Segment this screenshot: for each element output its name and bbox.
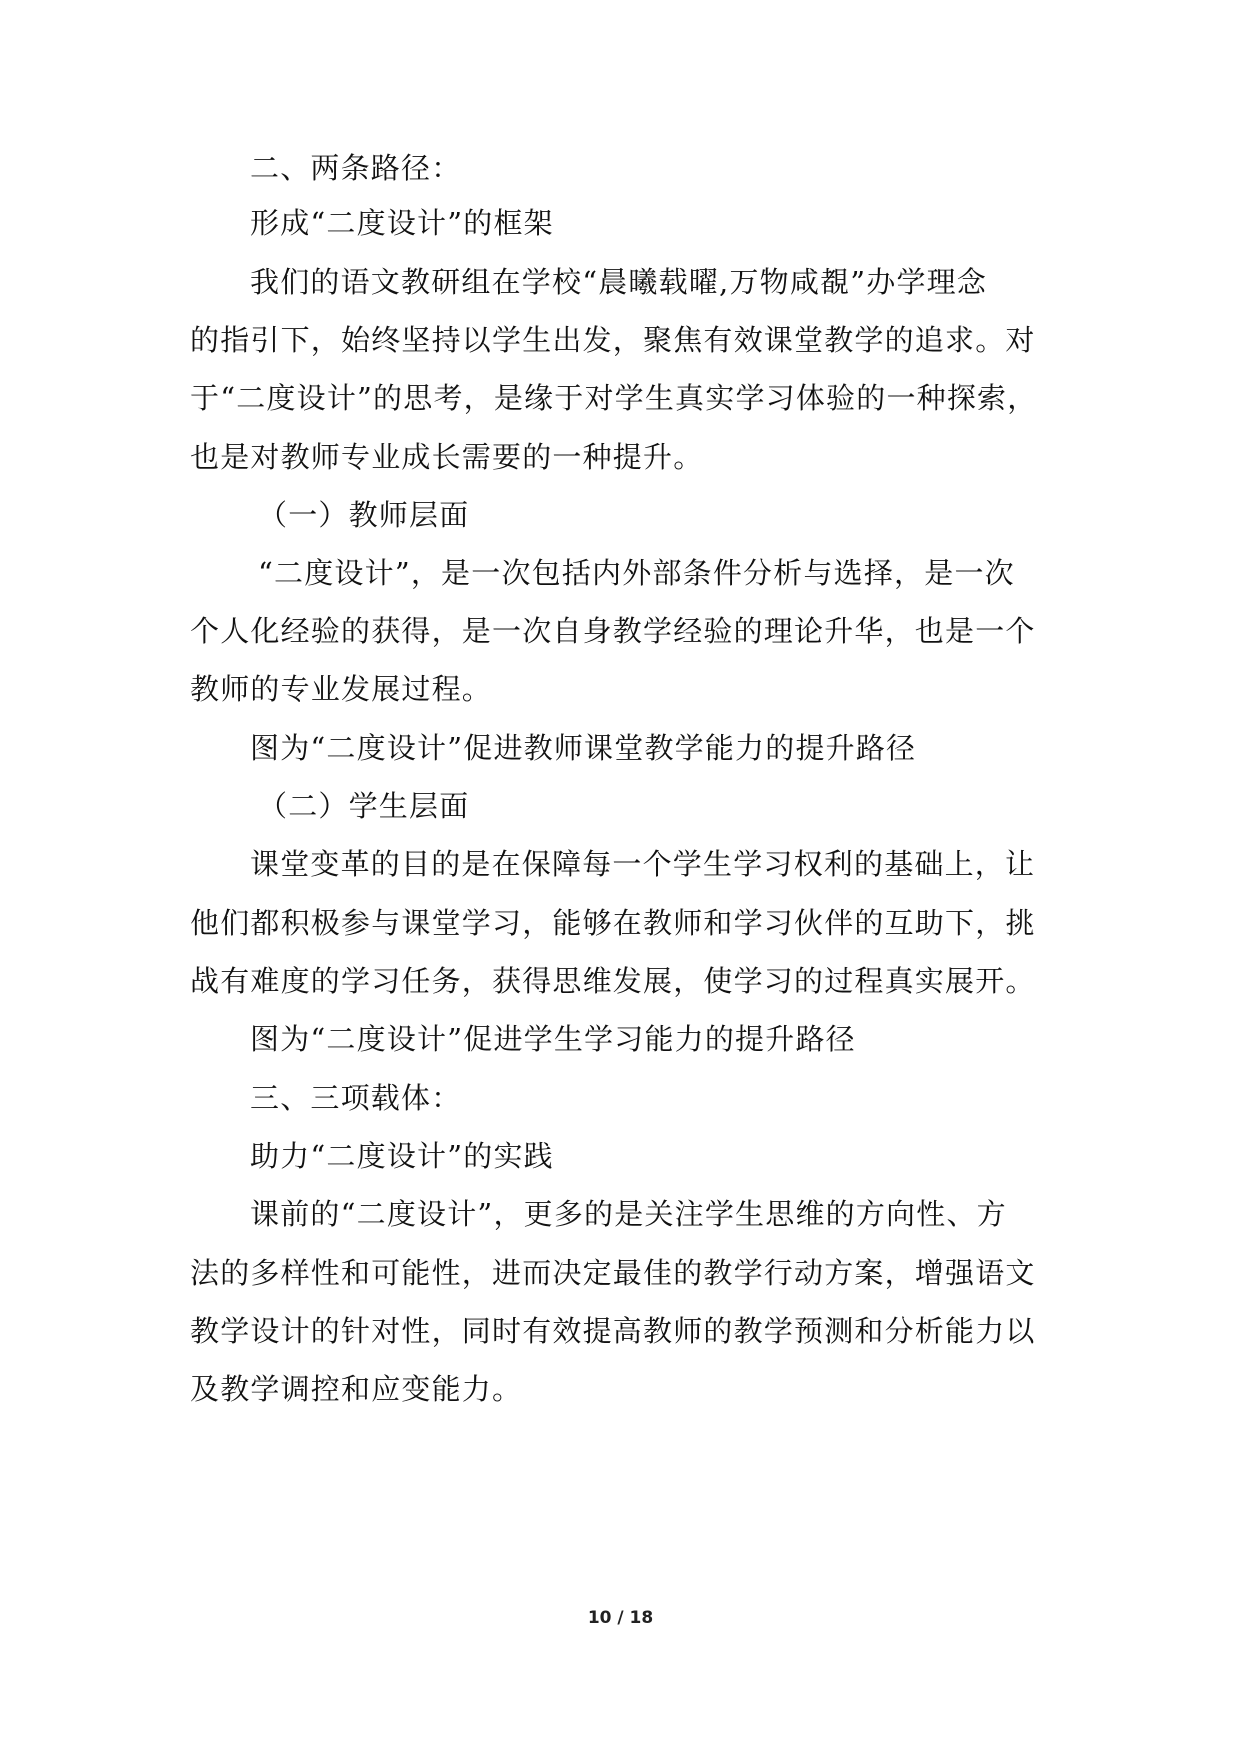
paragraph-line: 课堂变革的目的是在保障每一个学生学习权利的基础上，让 — [250, 847, 1036, 881]
subheading-framework: 形成“二度设计”的框架 — [250, 206, 554, 240]
paragraph-line: 法的多样性和可能性，进而决定最佳的教学行动方案，增强语文 — [190, 1256, 1036, 1290]
paragraph-line: 个人化经验的获得，是一次自身教学经验的理论升华，也是一个 — [190, 614, 1036, 648]
paragraph-line: 战有难度的学习任务，获得思维发展，使学习的过程真实展开。 — [190, 964, 1036, 998]
paragraph-line: 教师的专业发展过程。 — [190, 672, 493, 706]
subheading-student-level: （二）学生层面 — [258, 789, 470, 823]
section-heading-three-carriers: 三、三项载体： — [250, 1081, 462, 1115]
paragraph-line: 于“二度设计”的思考，是缘于对学生真实学习体验的一种探索， — [190, 381, 1038, 415]
subheading-practice: 助力“二度设计”的实践 — [250, 1139, 554, 1173]
paragraph-line: 的指引下，始终坚持以学生出发，聚焦有效课堂教学的追求。对 — [190, 323, 1036, 357]
section-heading-two-paths: 二、两条路径： — [250, 151, 462, 185]
paragraph-line: 也是对教师专业成长需要的一种提升。 — [190, 440, 704, 474]
paragraph-line: 他们都积极参与课堂学习，能够在教师和学习伙伴的互助下，挑 — [190, 906, 1036, 940]
paragraph-line: “二度设计”，是一次包括内外部条件分析与选择，是一次 — [258, 556, 1015, 590]
page-number: 10 / 18 — [587, 1608, 654, 1628]
paragraph-line: 课前的“二度设计”，更多的是关注学生思维的方向性、方 — [250, 1197, 1007, 1231]
figure-caption: 图为“二度设计”促进学生学习能力的提升路径 — [250, 1022, 856, 1056]
paragraph-line: 及教学调控和应变能力。 — [190, 1372, 523, 1406]
subheading-teacher-level: （一）教师层面 — [258, 498, 470, 532]
paragraph-line: 我们的语文教研组在学校“晨曦载曜,万物咸覩”办学理念 — [250, 265, 988, 299]
paragraph-line: 教学设计的针对性，同时有效提高教师的教学预测和分析能力以 — [190, 1314, 1036, 1348]
figure-caption: 图为“二度设计”促进教师课堂教学能力的提升路径 — [250, 731, 917, 765]
